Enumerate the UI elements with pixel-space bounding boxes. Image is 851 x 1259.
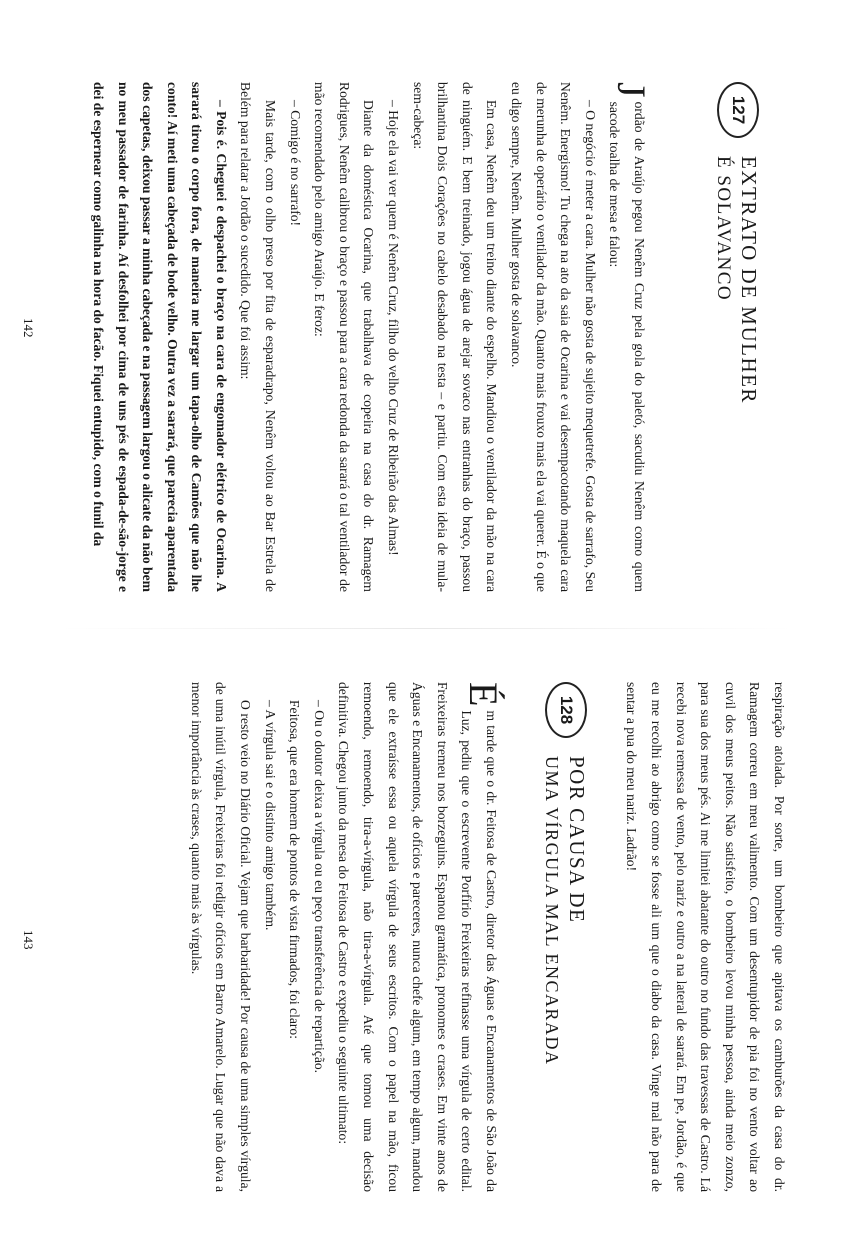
chapter-title-line: EXTRATO DE MULHER	[737, 156, 761, 404]
paragraph: – O negócio é meter a cara. Mulher não gosta de sujeito mequetrefe. Gosta de sarrafo, Seu Nenêm. Energismo! Tu chega na ato da saia de Ocarina e vai desempacotando maquela cara de merunha de operário o ventilador da mão. Quanto mais frouxo mais ela vai querer. É o que eu digo sempre, Nenêm. Mulher gosta de solavanco.	[509, 82, 598, 592]
paragraph: – A vírgula sai e o distinto amigo também.	[262, 700, 278, 931]
paragraph: – Hoje ela vai ver quem é Nenêm Cruz, filho do velho Cruz de Ribeirão das Almas!	[386, 100, 402, 556]
chapter-heading-128	[539, 682, 589, 1066]
text-column	[85, 82, 654, 592]
paragraph: Mais tarde, com o olho preso por fita de esparadrapo, Nenêm voltou ao Bar Estrela de Belém para relatar a Jordão o sucedido. Que foi assim:	[238, 82, 279, 592]
chapter-heading-127	[711, 82, 761, 404]
text-column	[183, 682, 506, 1192]
text-column-top	[619, 682, 791, 1192]
paragraph: Diante da doméstica Ocarina, que trabalhava de copeira na casa do dr. Ramagem Rodrigues, Nenêm calibrou o braço e passou para a cara redonda da sarará o tal ventilador de mão recomendado pelo amigo Araújo. E feroz:	[312, 82, 377, 592]
book-gutter	[61, 628, 791, 629]
paragraph: J ordão de Araújo pegou Nenêm Cruz pela gola do paletó, sacudiu Nenêm como quem sacode toalha de mesa e falou:	[607, 82, 654, 592]
paragraph: – Pois é. Cheguei e despachei o braço na cara de engomador elétrico de Ocarina. A sarará tirou o corpo fora, de maneira me largar um tapa-olho de Camões que não lhe conto! Aí meti uma cabeçada de bode velho. Outra vez a sarará, que parecia aparentada dos capetas, deixou passar a minha cabeçada e na passagem largou o alicate da não bem no meu passador de farinha. Aí desfolhei por cima de uns pés de espada-de-são-jorge e dei de espernear como galinha na hora do facão. Fiquei entupido, com o funil da	[90, 82, 229, 592]
chapter-title	[539, 756, 589, 1066]
paragraph: O resto veio no Diário Oficial. Vejam que barbaridade! Por causa de uma simples vírgula, de uma inútil vírgula, Freixeiras foi redigir ofícios em Barro Amarelo. Lugar que não dava a menor importância às crases, quanto mais às vírgulas.	[188, 682, 254, 1192]
paragraph: respiração atolada. Por sorte, um bombeiro que apitava os camburões da casa do dr. Ramagem correu em meu valimento. Com um desentupidor de pia foi no vento voltar ao cuvil dos meus peitos. Não satisfeito, o bombeiro levou minha pessoa, ainda meio zonzo, para sua dos meus pés. Ai me limitei abatante do outro no fundo das travessas de Castro. Lá recebi nova remessa de vento, pelo nariz e outro a na lateral de sarará. Em pe, Jordão, é que eu me recolhi ao abrigo como se fosse ali um que o diabo da casa. Vinge mal não para de sentar a pua do meu nariz. Ladrão!	[624, 682, 787, 1192]
chapter-title-line: POR CAUSA DE	[565, 756, 589, 924]
paragraph: – Ou o doutor deixa a vírgula ou eu peço transferência de repartição.	[311, 700, 327, 1074]
chapter-number-badge: 127	[717, 82, 759, 138]
paragraph: É m tarde que o dr. Feitosa de Castro, diretor das Águas e Encanamentos de São João da Luz, pediu que o escrevente Porfírio Freixeiras refinasse uma vírgula de certo edital. Freixeiras tremeu nos borzeguins. Espanou gramática, pronomes e crases. Em vinte anos de Águas e Encanamentos, de ofícios e pareceres, nunca chefe algum, em tempo algum, mandou que ele extraísse essa ou aquela vírgula de seus escritos. Com o papel na mão, ficou remoendo, remoendo, tira-a-vírgula, não tira-a-vírgula. Até que tomou uma decisão definitiva. Chegou junto da mesa do Feitosa de Castro e expediu o seguinte ultimato:	[336, 682, 506, 1192]
right-page	[0, 630, 851, 1259]
dropcap: J	[609, 82, 654, 98]
paragraph: Feitosa, que era homem de pontos de vista firmados, foi claro:	[287, 700, 303, 1040]
paragraph: – Comigo é no sarrafo!	[287, 100, 303, 227]
dropcap: É	[461, 682, 506, 707]
chapter-title-line: UMA VÍRGULA MAL ENCARADA	[542, 756, 562, 1066]
page-number: 142	[21, 318, 36, 338]
paragraph: Em casa, Nenêm deu um treino diante do espelho. Mandiou o ventilador da mão na cara de ninguém. E bem treinado, jogou água de arejar sovaco nas entranhas do braço, passou brilhantina Dois Corações no cabelo desabado na testa – e partiu. Com esta ideia de mula-sem-cabeça:	[410, 82, 500, 592]
page-number: 143	[21, 930, 36, 950]
bold-passage	[85, 82, 233, 592]
chapter-title-line: É SOLAVANCO	[713, 156, 734, 302]
chapter-number-badge: 128	[545, 682, 587, 738]
chapter-title	[711, 156, 761, 404]
